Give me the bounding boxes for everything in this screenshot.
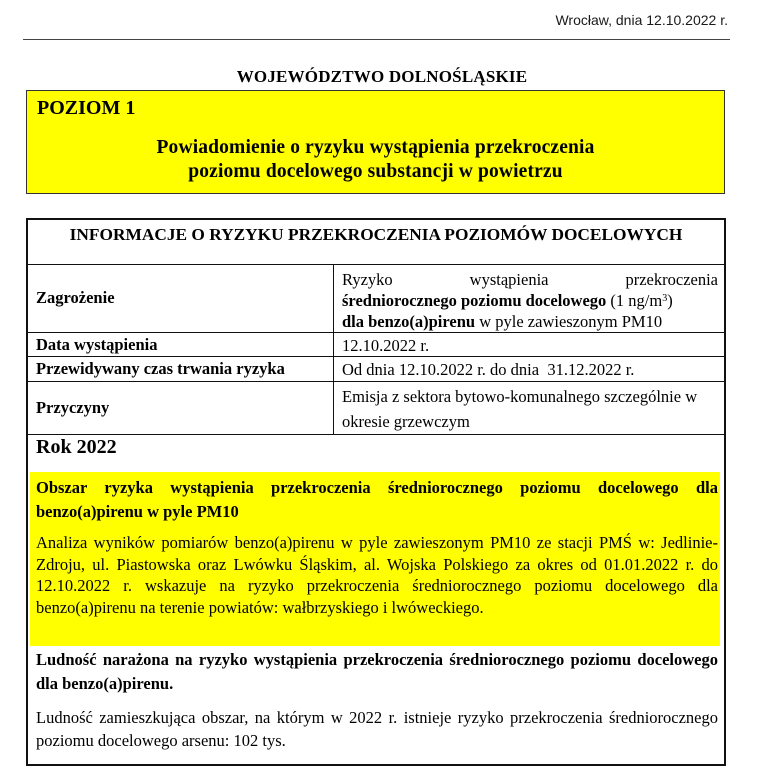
- row-label-threat: Zagrożenie: [36, 288, 115, 307]
- table-divider: [28, 264, 724, 265]
- threat-line-3: [342, 311, 718, 332]
- threat-word: Ryzyko: [342, 270, 393, 289]
- threat-unit-close: ): [667, 291, 673, 310]
- notice-title-line-2: poziomu docelowego substancji w powietrzu: [188, 161, 563, 182]
- table-title: INFORMACJE O RYZYKU PRZEKROCZENIA POZIOMÓW DOCELOWYCH: [69, 225, 683, 244]
- notice-title: [27, 136, 724, 184]
- population-heading: Ludność narażona na ryzyko wystąpienia przekroczenia średniorocznego poziomu docelowego dla benzo(a)pirenu.: [36, 650, 718, 693]
- row-label-duration: Przewidywany czas trwania ryzyka: [36, 359, 285, 378]
- area-heading: Obszar ryzyka wystąpienia przekroczenia średniorocznego poziomu docelowego dla benzo(a)pirenu w pyle PM10: [36, 478, 718, 521]
- notice-title-line-1: Powiadomienie o ryzyku wystąpienia przekroczenia: [156, 137, 595, 158]
- row-value-duration: Od dnia 12.10.2022 r. do dnia 31.12.2022 r.: [342, 360, 635, 379]
- info-table: [26, 218, 726, 766]
- level-box: [26, 90, 725, 194]
- row-value-threat: [342, 269, 718, 332]
- row-label-date: Data wystąpienia: [36, 335, 158, 354]
- population-body: Ludność zamieszkująca obszar, na którym w 2022 r. istnieje ryzyko przekroczenia średniorocznego poziomu docelowego arsenu: 102 tys.: [36, 708, 718, 750]
- threat-unit: (1 ng/m: [606, 291, 663, 310]
- table-divider: [28, 356, 724, 357]
- row-value-causes: Emisja z sektora bytowo-komunalnego szczególnie w okresie grzewczym: [342, 387, 698, 431]
- row-value-date: 12.10.2022 r.: [342, 336, 430, 355]
- threat-line-1: [342, 269, 718, 290]
- area-body: Analiza wyników pomiarów benzo(a)pirenu w pyle zawieszonym PM10 ze stacji PMŚ w: Jedlinie-Zdroju, ul. Piastowska oraz Lwówku Śląskim, al. Wojska Polskiego za okres od 01.01.2022 r. do 12.10.2022 r. wskazuje na ryzyko przekroczenia średniorocznego poziomu docelowego dla benzo(a)pirenu na terenie powiatów: wałbrzyskiego i lwóweckiego.: [36, 533, 718, 617]
- threat-bold-metric: średniorocznego poziomu docelowego: [342, 291, 607, 310]
- row-label-causes: Przyczyny: [36, 398, 110, 417]
- table-divider: [28, 381, 724, 382]
- place-date: Wrocław, dnia 12.10.2022 r.: [555, 12, 728, 28]
- threat-word: przekroczenia: [625, 270, 718, 289]
- threat-line-2: [342, 290, 718, 311]
- threat-tail: w pyle zawieszonym PM10: [475, 312, 663, 331]
- header-divider: [23, 39, 730, 40]
- threat-bold-substance: dla benzo(a)pirenu: [342, 312, 476, 331]
- table-divider: [28, 434, 724, 435]
- table-divider: [28, 332, 724, 333]
- threat-unit-exponent: 3: [662, 293, 668, 304]
- year-label: Rok 2022: [36, 436, 117, 458]
- threat-word: wystąpienia: [469, 270, 549, 289]
- level-label: POZIOM 1: [37, 97, 136, 119]
- column-divider: [333, 264, 334, 434]
- region-title: WOJEWÓDZTWO DOLNOŚLĄSKIE: [236, 67, 528, 86]
